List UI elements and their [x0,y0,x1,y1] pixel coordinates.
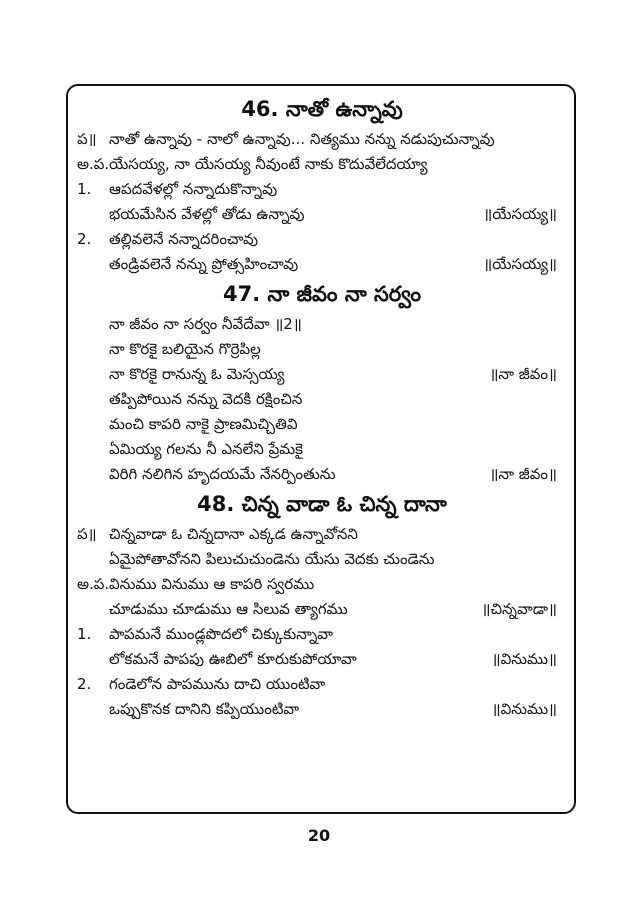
refrain-ref: ॥యేసయ్య॥ [483,205,557,223]
line-text: భయమేసిన వేళల్లో తోడు ఉన్నావు [109,205,305,223]
line-text: విరిగి నలిగిన హృదయమే నేనర్పింతును [109,465,336,483]
refrain-ref: ॥నా జీవం॥ [489,465,557,483]
song-line [77,547,567,572]
refrain-ref: ॥చిన్నవాడా॥ [481,600,557,618]
line-text: వినుము వినుము ఆ కాపరి స్వరము [109,575,315,593]
line-marker: ప॥ [77,525,97,543]
refrain-ref: ॥యేసయ్య॥ [483,255,557,273]
song-line [77,202,567,227]
line-text: తల్లివలెనే నన్నాదరించావు [109,230,259,248]
line-marker: ప॥ [77,130,97,148]
line-marker: 1. [77,180,92,198]
song-line [77,252,567,277]
line-marker: 2. [77,675,92,693]
song-line [77,622,567,647]
song-line [77,522,567,547]
line-marker: అ.ప. [77,155,110,173]
line-text: నా కొరకై రానున్న ఓ మెస్సయ్య [109,365,285,383]
song-line [77,152,567,177]
song-line [77,177,567,202]
line-marker: 2. [77,230,92,248]
line-text: నాతో ఉన్నావు - నాలో ఉన్నావు... నిత్యము నన్ను నడుపుచున్నావు [109,130,495,148]
line-text: నా జీవం నా సర్వం నీవేదేవా ॥2॥ [109,315,302,333]
line-text: యేసయ్య, నా యేసయ్య నీవుంటే నాకు కొదువేలేదయ్యా [109,155,428,173]
song-line [77,387,567,412]
song-content [77,92,567,722]
line-text: ఒప్పుకొనక దానిని కప్పియుంటివా [109,700,300,718]
page-number: 20 [307,826,331,845]
song-title-47: 47. నా జీవం నా సర్వం [222,282,421,306]
song-line [77,572,567,597]
song-line [77,437,567,462]
line-marker: అ.ప. [77,575,110,593]
line-text: ఏమైపోతావోనని పిలుచుచుండెను యేసు వెదకు చుండెను [109,550,435,568]
song-line [77,337,567,362]
song-line [77,462,567,487]
line-text: ఆపదవేళల్లో నన్నాదుకొన్నావు [109,180,278,198]
song-line [77,597,567,622]
line-text: లోకమనే పాపపు ఊబిలో కూరుకుపోయావా [109,650,357,668]
line-text: చూడుము చూడుము ఆ సిలువ త్యాగము [109,600,348,618]
song-title-48: 48. చిన్న వాడా ఓ చిన్న దానా [197,492,447,516]
line-text: తండ్రివలెనే నన్ను ప్రోత్సహించావు [109,255,299,273]
refrain-ref: ॥నా జీవం॥ [489,365,557,383]
line-text: చిన్నవాడా ఓ చిన్నదానా ఎక్కడ ఉన్నావోనని [109,525,358,543]
line-marker: 1. [77,625,92,643]
line-text: ఏమియ్య గలను నీ ఎనలేని ప్రేమకై [109,440,303,458]
song-line [77,697,567,722]
song-line [77,127,567,152]
line-text: పాపమనే ముండ్లపొదలో చిక్కుకున్నావా [109,625,334,643]
refrain-ref: ॥వినుము॥ [491,650,557,668]
song-title-46: 46. నాతో ఉన్నావు [241,97,403,121]
line-text: మంచి కాపరి నాకై ప్రాణమిచ్చితివి [109,415,298,433]
song-line [77,647,567,672]
line-text: తప్పిపోయిన నన్ను వెదకి రక్షించిన [109,390,303,408]
refrain-ref: ॥వినుము॥ [491,700,557,718]
song-line [77,227,567,252]
song-line [77,412,567,437]
line-text: నా కొరకై బలియైన గొర్రెపిల్ల [109,340,261,358]
song-line [77,312,567,337]
song-line [77,672,567,697]
song-line [77,362,567,387]
line-text: గండెలోన పాపమును దాచి యుంటివా [109,675,326,693]
